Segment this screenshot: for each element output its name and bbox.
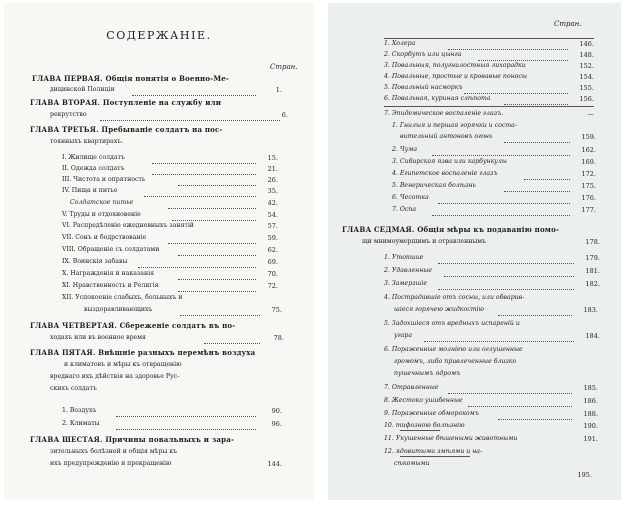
dot-leader	[468, 396, 572, 407]
entry-text: 7. Эпидемическое воспаленіе глазъ.	[384, 110, 504, 117]
dot-leader	[432, 145, 570, 156]
page-number: 179.	[585, 254, 600, 262]
page-number: 152.	[579, 62, 594, 70]
entry-text: 6. Чесотка	[392, 194, 429, 201]
entry-text: скихъ солдатъ	[50, 385, 97, 392]
dot-leader	[504, 132, 570, 143]
entry-text: сѣкомыми	[394, 460, 430, 467]
dot-leader	[178, 245, 256, 256]
page-number: 188.	[583, 410, 598, 418]
entry-text: 1. Утопшие	[384, 254, 424, 261]
entry-text: щи мнимоумершимъ и отравленнымъ	[362, 238, 486, 245]
page-number: 159.	[581, 133, 596, 141]
entry-text: рекрутство	[50, 111, 87, 118]
dot-leader	[116, 406, 256, 417]
dot-leader	[178, 281, 256, 292]
entry-text: дицинской Полиціи	[50, 86, 115, 93]
dot-leader	[498, 409, 572, 420]
entry-text: 5. Венерическая болѣзнь	[392, 182, 476, 189]
page-number: 155.	[579, 84, 594, 92]
page-number: 96.	[271, 420, 282, 428]
dot-leader	[438, 193, 570, 204]
entry-text: V. Труды и отдохновеніе	[62, 211, 141, 218]
dot-leader	[444, 266, 574, 277]
entry-text: 3. Повальныя, полугнилостныя лихорадки	[384, 62, 526, 69]
right-page	[328, 3, 621, 500]
dot-leader	[100, 110, 280, 121]
dot-leader	[168, 233, 256, 244]
entry-text: 5. Задохшіеся отъ вредныхъ испареній и	[384, 320, 520, 327]
page-number: 78.	[273, 334, 284, 342]
entry-text: 3. Замерзшіе	[384, 280, 428, 287]
entry-text: II. Одежда солдатъ	[62, 165, 125, 172]
page-number: 146.	[579, 40, 594, 48]
page-number: 42.	[267, 199, 278, 207]
page-number: 1.	[275, 86, 282, 94]
page-number: 148.	[579, 51, 594, 59]
dot-leader	[504, 181, 570, 192]
entry-text: 1. Воздухъ	[62, 407, 97, 414]
page-number: 177.	[581, 206, 596, 214]
page-number: 181.	[585, 267, 600, 275]
dot-leader	[438, 253, 574, 264]
page-column-header: Стран.	[270, 63, 298, 71]
dot-leader	[144, 186, 256, 197]
entry-text: ихъ предупрежденію и прекращенію	[50, 460, 172, 467]
entry-text: III. Чистота и опрятность	[62, 176, 146, 183]
entry-text: 9. Пораженные обморокомъ	[384, 410, 479, 417]
dot-leader	[524, 169, 570, 180]
dot-leader	[132, 85, 256, 96]
page-number: 191.	[583, 435, 598, 443]
page-number: 70.	[267, 270, 278, 278]
page-number: —	[587, 110, 594, 118]
entry-text: 7. Оспа	[392, 206, 417, 213]
chapter-heading: ГЛАВА ПЯТАЯ. Внѣшніе разныхъ перемѣнъ воздуха	[30, 348, 256, 357]
page-number: 144.	[267, 460, 282, 468]
page-number: 90.	[271, 407, 282, 415]
entry-text: выздоравливающихъ	[84, 306, 153, 313]
dot-leader	[178, 269, 256, 280]
entry-text: Солдатское питье	[70, 199, 134, 206]
page-number: 175.	[581, 182, 596, 190]
entry-text: VI. Распредѣленіе ежедневныхъ занятій	[62, 222, 194, 229]
entry-text: 4. Пострадавшіе отъ сосны, или обварив-	[384, 294, 525, 301]
entry-text: 11. Укушенные бѣшеными животными	[384, 435, 518, 442]
page-number: 75.	[271, 306, 282, 314]
dot-leader	[504, 94, 568, 105]
page-number: 182.	[585, 280, 600, 288]
entry-text: 3. Сибирская язва или карбункулы	[392, 158, 507, 165]
chapter-heading: ГЛАВА ВТОРАЯ. Поступленіе на службу или	[30, 98, 222, 107]
entry-text: 12. ядовитыми змѣями и на-	[384, 448, 483, 455]
contents-title: СОДЕРЖАНІЕ.	[106, 29, 212, 42]
entry-text: громомъ, либо привлеченные близко	[394, 358, 517, 365]
entry-text: XII. Успокоеніе слабыхъ, больныхъ и	[62, 294, 183, 301]
chapter-heading: ГЛАВА ПЕРВАЯ. Общія понятія о Военно-Ме-	[32, 74, 230, 83]
page-number: 54.	[267, 211, 278, 219]
entry-text: X. Награжденія и наказанія	[62, 270, 154, 277]
page-number: 162.	[581, 146, 596, 154]
entry-text: 7. Отравленные	[384, 384, 439, 391]
left-page	[4, 3, 314, 500]
entry-text: 2. Удавленные	[384, 267, 433, 274]
entry-text: 4. Египетское воспаленіе глазъ	[392, 170, 498, 177]
page-number: 6.	[281, 111, 288, 119]
dot-leader	[168, 198, 256, 209]
entry-text: угара	[394, 332, 413, 339]
dot-leader	[438, 279, 574, 290]
section-rule	[384, 106, 594, 107]
entry-text: 5. Повальный насморкъ	[384, 84, 463, 91]
page-number: 15.	[267, 154, 278, 162]
page-number: 154.	[579, 73, 594, 81]
chapter-heading: ГЛАВА СЕДМАЯ. Общія мѣры къ подаванію помо-	[342, 225, 560, 234]
page-number: 178.	[585, 238, 600, 246]
ditto-rule	[400, 430, 440, 431]
page-number: 35.	[267, 187, 278, 195]
entry-text: 1. Холера	[384, 40, 416, 47]
entry-text: VII. Сонъ и бодрствованіе	[62, 234, 147, 241]
page-number: 72.	[267, 282, 278, 290]
dot-leader	[138, 257, 256, 268]
page-number: 190.	[583, 422, 598, 430]
dot-leader	[172, 210, 256, 221]
dot-leader	[498, 305, 572, 316]
entry-text: пушечнымъ ядромъ	[394, 370, 461, 377]
dot-leader	[432, 205, 570, 216]
entry-text: IV. Пища и питье	[62, 187, 118, 194]
entry-text: IX. Воинскія забавы	[62, 258, 128, 265]
page-number: 21.	[267, 165, 278, 173]
page-number: 62.	[267, 246, 278, 254]
dot-leader	[180, 305, 260, 316]
entry-text: ходахъ или въ военное время	[50, 334, 146, 341]
page-number: 176.	[581, 194, 596, 202]
dot-leader	[152, 164, 256, 175]
entry-text: шіеся горячею жидкостію	[394, 306, 484, 313]
page-number: 195.	[577, 471, 592, 479]
chapter-heading: ГЛАВА ТРЕТЬЯ. Пребываніе солдатъ на пос-	[30, 125, 223, 134]
chapter-heading: ГЛАВА ЧЕТВЕРТАЯ. Сбереженіе солдатъ въ по-	[30, 321, 236, 330]
entry-text: 2. Чума	[392, 146, 418, 153]
entry-text: VIII. Обращеніе съ солдатами	[62, 246, 160, 253]
dot-leader	[448, 39, 568, 50]
entry-text: I. Жилище солдатъ	[62, 154, 125, 161]
entry-text: 8. Жестоко ушибенные	[384, 397, 463, 404]
entry-text: вреднаго ихъ дѣйствія на здоровье Рус-	[50, 373, 180, 380]
dot-leader	[204, 333, 260, 344]
entry-text: XI. Нравственность и Религія	[62, 282, 159, 289]
entry-text: 2. Климаты	[62, 420, 100, 427]
entry-text: 6. Повальная, куриная слѣпота	[384, 95, 491, 102]
dot-leader	[448, 383, 572, 394]
entry-text: вительный антоновъ огонь	[400, 133, 493, 140]
entry-text: 6. Пораженные молніею или оглушенные	[384, 346, 523, 353]
page-number: 69.	[267, 258, 278, 266]
page-number: 156.	[579, 95, 594, 103]
dot-leader	[116, 419, 256, 430]
page-number: 59.	[267, 234, 278, 242]
entry-text: зительныхъ болѣзней и общія мѣры къ	[50, 448, 178, 455]
page-number: 183.	[583, 306, 598, 314]
dot-leader	[478, 50, 568, 61]
dot-leader	[464, 83, 568, 94]
dot-leader	[152, 153, 256, 164]
entry-text: и климатовъ и мѣры къ отвращенію	[64, 361, 182, 368]
page-column-header: Стран.	[554, 20, 582, 28]
page-number: 169.	[581, 158, 596, 166]
page-number: 26.	[267, 176, 278, 184]
dot-leader	[424, 331, 574, 342]
ditto-rule	[400, 456, 470, 457]
page-number: 184.	[585, 332, 600, 340]
dot-leader	[178, 175, 256, 186]
page-number: 186.	[583, 397, 598, 405]
entry-text: 10. тифозною болѣзнію	[384, 422, 465, 429]
page-number: 185.	[583, 384, 598, 392]
chapter-heading: ГЛАВА ШЕСТАЯ. Причины повальныхъ и зара-	[30, 435, 235, 444]
page-number: 57.	[267, 222, 278, 230]
entry-text: 4. Повальные, простые и кровавые поносы	[384, 73, 527, 80]
page-number: 172.	[581, 170, 596, 178]
entry-text: 1. Гнилыя и першая горячки и соста-	[392, 122, 517, 129]
entry-text: 2. Скорбутъ или цынга	[384, 51, 462, 58]
entry-text: тоянныхъ квартирахъ.	[50, 138, 124, 145]
